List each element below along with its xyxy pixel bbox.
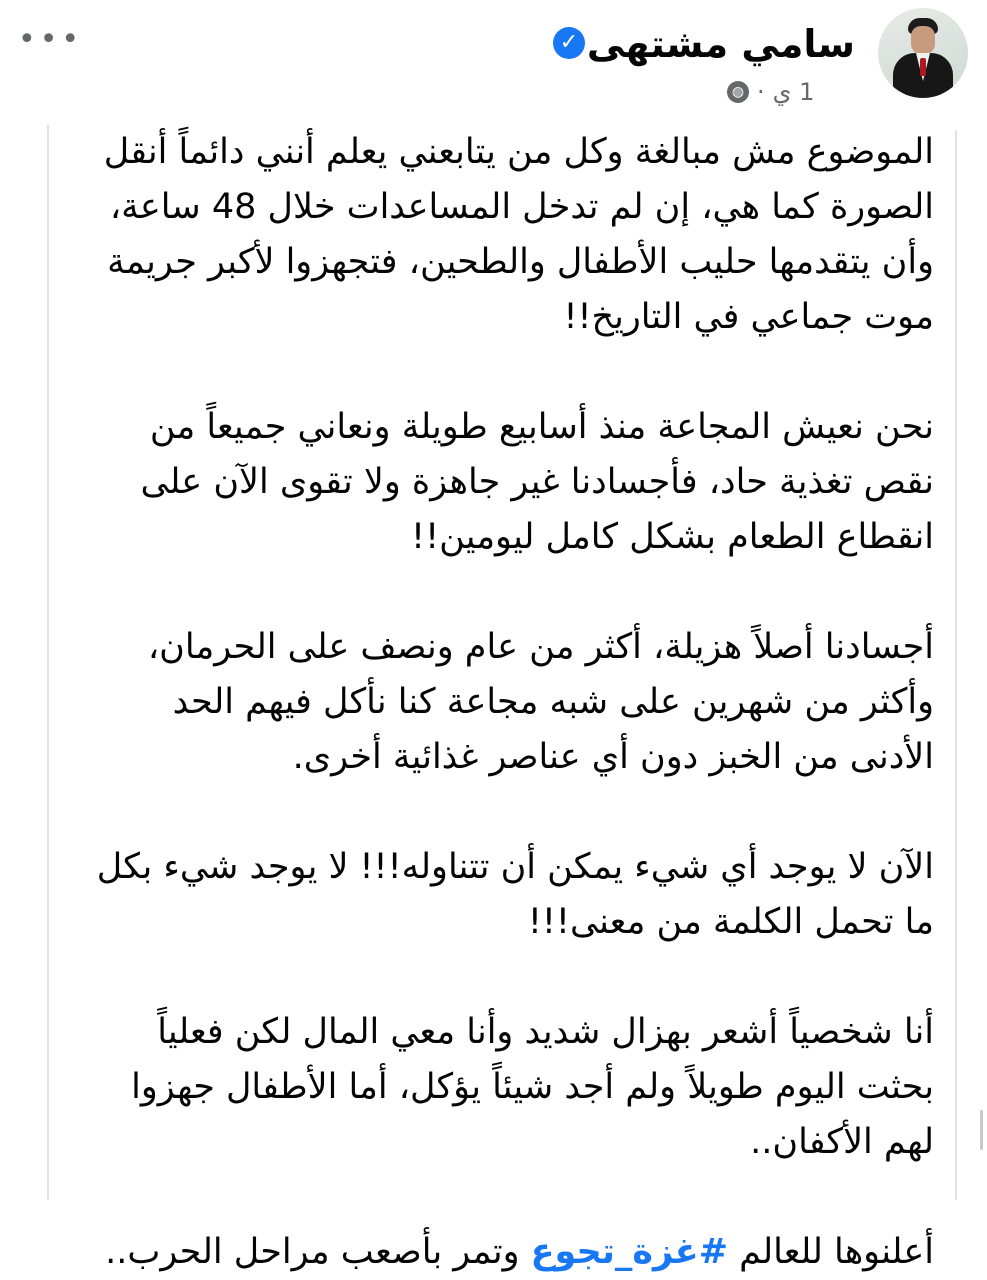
post-line: موت جماعي في التاريخ!! [563, 297, 934, 337]
post-line: أنا شخصياً أشعر بهزال شديد وأنا معي المال لكن فعلياً [157, 1012, 934, 1052]
post-line: انقطاع الطعام بشكل كامل ليومين!! [411, 517, 934, 557]
meta-separator: · [757, 78, 765, 106]
more-options-icon[interactable]: ••• [18, 22, 84, 57]
scrollbar[interactable] [980, 1110, 983, 1150]
post-content [64, 125, 934, 1280]
post-header [0, 0, 987, 120]
post-timestamp[interactable]: 1 ي [772, 78, 815, 106]
post-line-before-hashtag: أعلنوها للعالم [728, 1232, 934, 1272]
avatar-tie [920, 58, 926, 76]
post-line: الأدنى من الخبز دون أي عناصر غذائية أخرى. [292, 737, 934, 777]
avatar[interactable] [878, 8, 968, 98]
post-line-after-hashtag: وتمر بأصعب مراحل الحرب.. [105, 1232, 531, 1272]
post-line: الآن لا يوجد أي شيء يمكن أن تتناوله!!! لا يوجد شيء بكل [96, 847, 934, 887]
author-name[interactable]: سامي مشتهى [586, 22, 855, 66]
post-paragraph-3 [64, 620, 934, 785]
post-paragraph-5 [64, 1005, 934, 1170]
post-line: لهم الأكفان.. [750, 1122, 934, 1162]
post-meta [727, 78, 814, 106]
post-paragraph-4 [64, 840, 934, 950]
post-paragraph-6 [64, 1225, 934, 1280]
post-line: الموضوع مش مبالغة وكل من يتابعني يعلم أنني دائماً أنقل [103, 132, 934, 172]
post-line: ما تحمل الكلمة من معنى!!! [527, 902, 934, 942]
post-line: الصورة كما هي، إن لم تدخل المساعدات خلال 48 ساعة، [109, 187, 934, 227]
hashtag-link[interactable]: #غزة_تجوع [530, 1232, 729, 1272]
post-line: نحن نعيش المجاعة منذ أسابيع طويلة ونعاني جميعاً من [149, 407, 934, 447]
post-line: وأن يتقدمها حليب الأطفال والطحين، فتجهزوا لأكبر جريمة [107, 242, 934, 282]
right-divider [955, 130, 957, 1200]
post-paragraph-2 [64, 400, 934, 565]
verified-badge-icon: ✓ [553, 27, 585, 59]
post-line: نقص تغذية حاد، فأجسادنا غير جاهزة ولا تقوى الآن على [140, 462, 934, 502]
globe-icon: ◍ [727, 81, 749, 103]
post-paragraph-1 [64, 125, 934, 345]
post-line: وأكثر من شهرين على شبه مجاعة كنا نأكل فيهم الحد [172, 682, 934, 722]
post-line: أجسادنا أصلاً هزيلة، أكثر من عام ونصف على الحرمان، [147, 627, 934, 667]
avatar-face [911, 26, 935, 54]
post-line: بحثت اليوم طويلاً ولم أجد شيئاً يؤكل، أما الأطفال جهزوا [131, 1067, 934, 1107]
left-divider [47, 125, 49, 1200]
